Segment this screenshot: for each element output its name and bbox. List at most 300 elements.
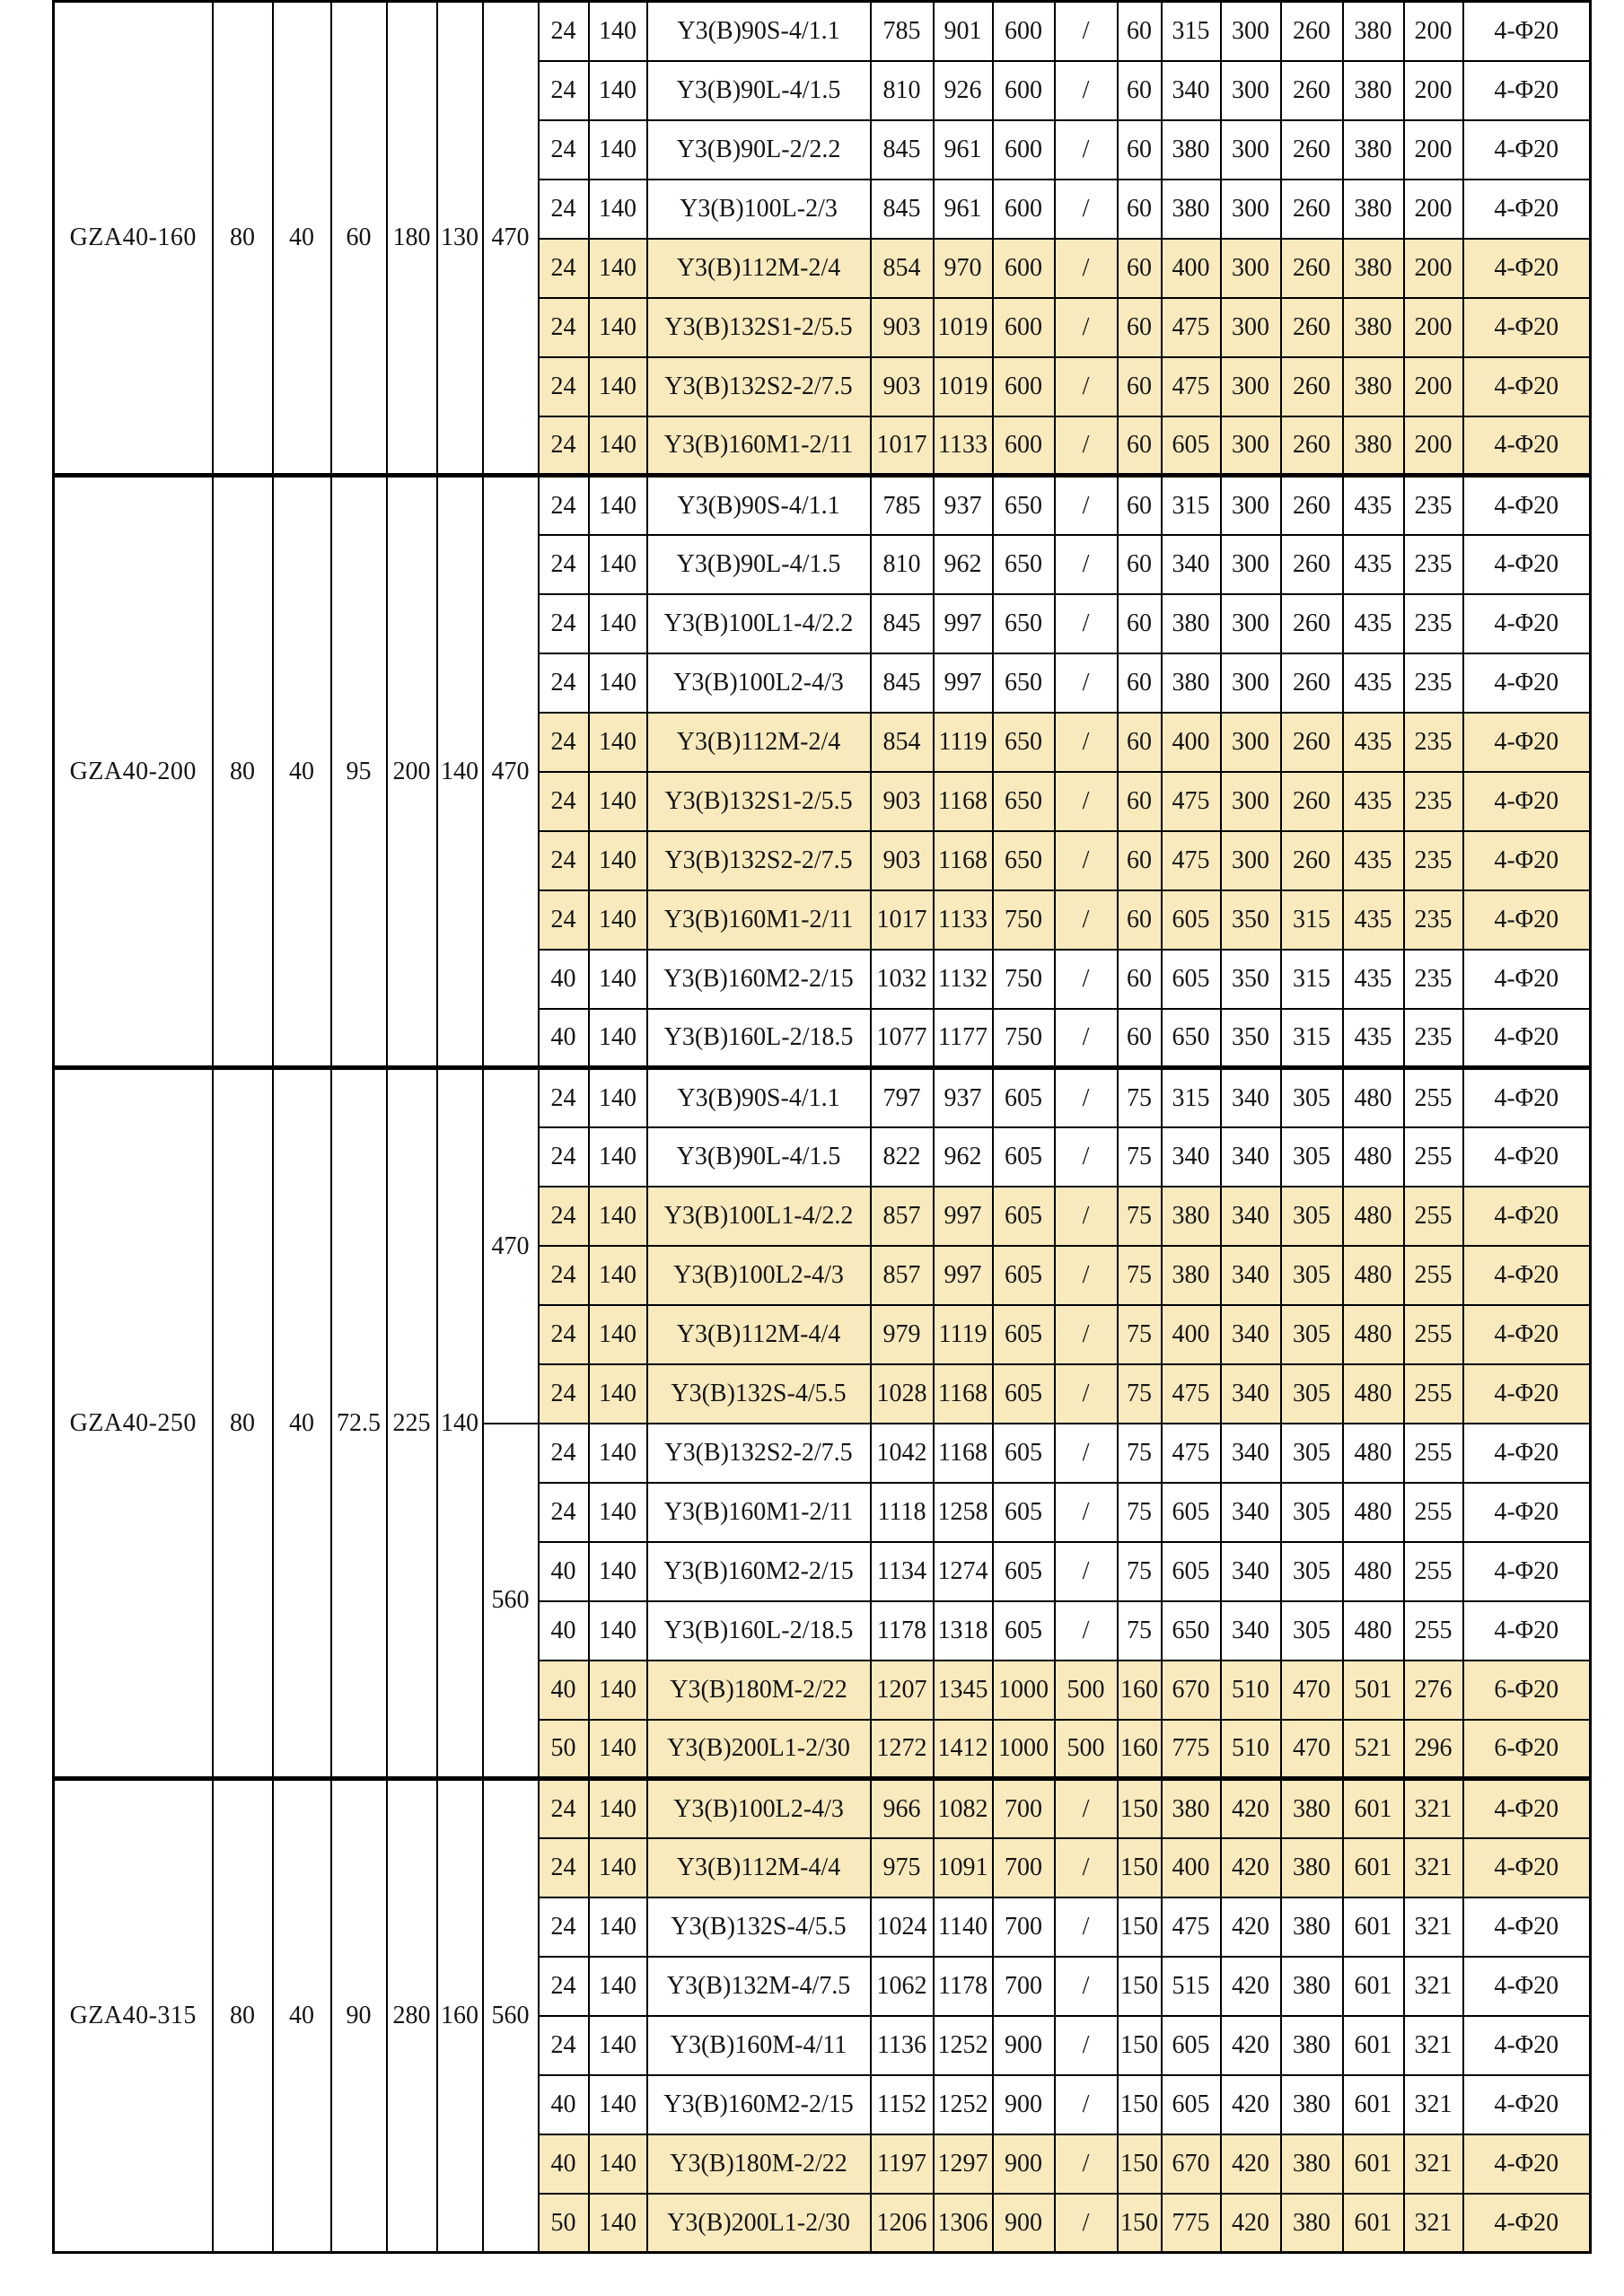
data-cell: 380 <box>1281 1897 1343 1957</box>
group-dimension-cell: 160 <box>437 1779 483 2253</box>
data-cell: 40 <box>539 1542 589 1601</box>
data-cell: 1024 <box>871 1897 934 1957</box>
data-cell: 480 <box>1343 1305 1404 1364</box>
data-cell: 235 <box>1404 831 1463 890</box>
model-cell: GZA40-200 <box>54 476 213 1068</box>
data-cell: 475 <box>1162 1364 1221 1424</box>
data-cell: / <box>1055 831 1118 890</box>
data-cell: 4-Φ20 <box>1463 535 1591 594</box>
data-cell: 140 <box>589 535 647 594</box>
data-cell: 340 <box>1221 1187 1281 1246</box>
data-cell: 903 <box>871 298 934 357</box>
data-cell: 601 <box>1343 1838 1404 1897</box>
data-cell: 60 <box>1118 120 1162 180</box>
data-cell: 305 <box>1281 1305 1343 1364</box>
data-cell: 975 <box>871 1838 934 1897</box>
data-cell: 4-Φ20 <box>1463 239 1591 298</box>
data-cell: 235 <box>1404 772 1463 831</box>
data-cell: 420 <box>1221 2134 1281 2194</box>
data-cell: 40 <box>539 1601 589 1661</box>
motor-model-cell: Y3(B)112M-2/4 <box>647 239 871 298</box>
data-cell: 1019 <box>934 357 993 416</box>
data-cell: 4-Φ20 <box>1463 61 1591 120</box>
data-cell: 75 <box>1118 1542 1162 1601</box>
data-cell: / <box>1055 653 1118 713</box>
data-cell: 1119 <box>934 1305 993 1364</box>
data-cell: 435 <box>1343 772 1404 831</box>
data-cell: 24 <box>539 416 589 476</box>
data-cell: 845 <box>871 653 934 713</box>
data-cell: 601 <box>1343 1897 1404 1957</box>
data-cell: 475 <box>1162 831 1221 890</box>
data-cell: 60 <box>1118 2 1162 61</box>
data-cell: / <box>1055 2134 1118 2194</box>
data-cell: 140 <box>589 120 647 180</box>
data-cell: 810 <box>871 61 934 120</box>
data-cell: 60 <box>1118 239 1162 298</box>
data-cell: 24 <box>539 1483 589 1542</box>
data-cell: 4-Φ20 <box>1463 2016 1591 2075</box>
data-cell: 300 <box>1221 357 1281 416</box>
motor-model-cell: Y3(B)160M2-2/15 <box>647 2075 871 2134</box>
data-cell: 4-Φ20 <box>1463 2194 1591 2253</box>
data-cell: 24 <box>539 594 589 653</box>
data-cell: 480 <box>1343 1187 1404 1246</box>
data-cell: 300 <box>1221 120 1281 180</box>
data-cell: 60 <box>1118 831 1162 890</box>
data-cell: 670 <box>1162 1661 1221 1720</box>
data-cell: / <box>1055 2 1118 61</box>
group-dimension-cell: 225 <box>387 1068 437 1779</box>
data-cell: 140 <box>589 1897 647 1957</box>
data-cell: 140 <box>589 61 647 120</box>
data-cell: 900 <box>993 2194 1055 2253</box>
data-cell: / <box>1055 1779 1118 1838</box>
motor-model-cell: Y3(B)112M-2/4 <box>647 713 871 772</box>
data-cell: 260 <box>1281 298 1343 357</box>
motor-model-cell: Y3(B)112M-4/4 <box>647 1838 871 1897</box>
data-cell: / <box>1055 950 1118 1009</box>
data-cell: 4-Φ20 <box>1463 2 1591 61</box>
data-cell: 24 <box>539 890 589 950</box>
motor-model-cell: Y3(B)160M-4/11 <box>647 2016 871 2075</box>
data-cell: 470 <box>1281 1661 1343 1720</box>
data-cell: 600 <box>993 416 1055 476</box>
data-cell: 140 <box>589 1542 647 1601</box>
data-cell: 235 <box>1404 713 1463 772</box>
data-cell: 300 <box>1221 831 1281 890</box>
data-cell: 321 <box>1404 2194 1463 2253</box>
data-cell: 255 <box>1404 1601 1463 1661</box>
data-cell: 845 <box>871 120 934 180</box>
data-cell: 997 <box>934 1246 993 1305</box>
data-cell: 600 <box>993 357 1055 416</box>
data-cell: 24 <box>539 2016 589 2075</box>
data-cell: 1252 <box>934 2016 993 2075</box>
data-cell: / <box>1055 1957 1118 2016</box>
data-cell: 305 <box>1281 1364 1343 1424</box>
data-cell: 300 <box>1221 61 1281 120</box>
group-dimension-cell: 40 <box>273 1068 331 1779</box>
data-cell: 340 <box>1221 1364 1281 1424</box>
data-cell: 150 <box>1118 2194 1162 2253</box>
group-dimension-cell: 140 <box>437 476 483 1068</box>
data-cell: 480 <box>1343 1068 1404 1127</box>
motor-model-cell: Y3(B)160M2-2/15 <box>647 1542 871 1601</box>
data-cell: 380 <box>1162 120 1221 180</box>
group-dimension-cell: 95 <box>331 476 387 1068</box>
data-cell: 60 <box>1118 890 1162 950</box>
data-cell: 75 <box>1118 1187 1162 1246</box>
data-cell: 605 <box>1162 1542 1221 1601</box>
data-cell: 75 <box>1118 1246 1162 1305</box>
data-cell: 321 <box>1404 2134 1463 2194</box>
group-dimension-cell: 40 <box>273 476 331 1068</box>
data-cell: / <box>1055 1483 1118 1542</box>
data-cell: 605 <box>1162 950 1221 1009</box>
data-cell: / <box>1055 713 1118 772</box>
data-cell: 900 <box>993 2075 1055 2134</box>
group-dimension-cell: 80 <box>213 476 273 1068</box>
data-cell: 380 <box>1281 2134 1343 2194</box>
data-cell: 480 <box>1343 1542 1404 1601</box>
data-cell: 650 <box>993 653 1055 713</box>
data-cell: 775 <box>1162 1720 1221 1779</box>
data-cell: 979 <box>871 1305 934 1364</box>
data-cell: 750 <box>993 890 1055 950</box>
data-cell: 300 <box>1221 180 1281 239</box>
data-cell: 601 <box>1343 1957 1404 2016</box>
group-height-cell: 470 <box>483 2 539 476</box>
data-cell: 75 <box>1118 1068 1162 1127</box>
data-cell: 340 <box>1221 1305 1281 1364</box>
data-cell: 24 <box>539 653 589 713</box>
group-dimension-cell: 80 <box>213 2 273 476</box>
group-dimension-cell: 140 <box>437 1068 483 1779</box>
data-cell: 300 <box>1221 713 1281 772</box>
data-cell: / <box>1055 357 1118 416</box>
data-cell: 340 <box>1221 1483 1281 1542</box>
data-cell: 200 <box>1404 357 1463 416</box>
data-cell: 750 <box>993 1009 1055 1068</box>
data-cell: 260 <box>1281 772 1343 831</box>
data-cell: 775 <box>1162 2194 1221 2253</box>
data-cell: 1258 <box>934 1483 993 1542</box>
data-cell: 140 <box>589 180 647 239</box>
data-cell: 140 <box>589 1364 647 1424</box>
table-row <box>54 476 1591 535</box>
group-dimension-cell: 90 <box>331 1779 387 2253</box>
data-cell: 1133 <box>934 416 993 476</box>
data-cell: 380 <box>1343 239 1404 298</box>
data-cell: 140 <box>589 1661 647 1720</box>
data-cell: 480 <box>1343 1127 1404 1187</box>
data-cell: 4-Φ20 <box>1463 298 1591 357</box>
data-cell: 140 <box>589 357 647 416</box>
motor-model-cell: Y3(B)200L1-2/30 <box>647 1720 871 1779</box>
data-cell: 24 <box>539 1838 589 1897</box>
motor-model-cell: Y3(B)90L-4/1.5 <box>647 535 871 594</box>
data-cell: 435 <box>1343 594 1404 653</box>
data-cell: 305 <box>1281 1542 1343 1601</box>
data-cell: 4-Φ20 <box>1463 357 1591 416</box>
motor-model-cell: Y3(B)90S-4/1.1 <box>647 2 871 61</box>
data-cell: 200 <box>1404 61 1463 120</box>
data-cell: 501 <box>1343 1661 1404 1720</box>
data-cell: 605 <box>1162 2016 1221 2075</box>
data-cell: 24 <box>539 535 589 594</box>
data-cell: 140 <box>589 1009 647 1068</box>
data-cell: 350 <box>1221 950 1281 1009</box>
data-cell: 6-Φ20 <box>1463 1661 1591 1720</box>
data-cell: 4-Φ20 <box>1463 120 1591 180</box>
data-cell: 470 <box>1281 1720 1343 1779</box>
data-cell: 4-Φ20 <box>1463 772 1591 831</box>
data-cell: 1082 <box>934 1779 993 1838</box>
data-cell: 260 <box>1281 180 1343 239</box>
data-cell: 255 <box>1404 1483 1463 1542</box>
data-cell: 435 <box>1343 535 1404 594</box>
data-cell: 420 <box>1221 2194 1281 2253</box>
data-cell: 380 <box>1343 298 1404 357</box>
data-cell: 260 <box>1281 653 1343 713</box>
data-cell: 160 <box>1118 1661 1162 1720</box>
data-cell: 1177 <box>934 1009 993 1068</box>
motor-model-cell: Y3(B)100L1-4/2.2 <box>647 1187 871 1246</box>
data-cell: 140 <box>589 239 647 298</box>
data-cell: 997 <box>934 1187 993 1246</box>
data-cell: 255 <box>1404 1542 1463 1601</box>
data-cell: 321 <box>1404 1838 1463 1897</box>
motor-model-cell: Y3(B)100L1-4/2.2 <box>647 594 871 653</box>
data-cell: 521 <box>1343 1720 1404 1779</box>
data-cell: 1028 <box>871 1364 934 1424</box>
data-cell: 605 <box>993 1424 1055 1483</box>
data-cell: 200 <box>1404 239 1463 298</box>
data-cell: 340 <box>1221 1246 1281 1305</box>
data-cell: 435 <box>1343 890 1404 950</box>
data-cell: 435 <box>1343 653 1404 713</box>
data-cell: 300 <box>1221 476 1281 535</box>
data-cell: 140 <box>589 1424 647 1483</box>
data-cell: / <box>1055 180 1118 239</box>
data-cell: 380 <box>1162 180 1221 239</box>
data-cell: 797 <box>871 1068 934 1127</box>
data-cell: 601 <box>1343 1779 1404 1838</box>
data-cell: 140 <box>589 1483 647 1542</box>
data-cell: 24 <box>539 772 589 831</box>
data-cell: 24 <box>539 713 589 772</box>
data-cell: / <box>1055 1897 1118 1957</box>
data-cell: 140 <box>589 298 647 357</box>
data-cell: 4-Φ20 <box>1463 1897 1591 1957</box>
data-cell: 400 <box>1162 713 1221 772</box>
data-cell: 140 <box>589 416 647 476</box>
data-cell: 140 <box>589 831 647 890</box>
data-cell: 1152 <box>871 2075 934 2134</box>
data-cell: 4-Φ20 <box>1463 180 1591 239</box>
data-cell: 260 <box>1281 476 1343 535</box>
data-cell: 4-Φ20 <box>1463 1127 1591 1187</box>
data-cell: 937 <box>934 1068 993 1127</box>
data-cell: 1252 <box>934 2075 993 2134</box>
data-cell: 1133 <box>934 890 993 950</box>
data-cell: 650 <box>993 831 1055 890</box>
data-cell: 380 <box>1281 2075 1343 2134</box>
data-cell: 4-Φ20 <box>1463 2134 1591 2194</box>
data-cell: 321 <box>1404 1957 1463 2016</box>
table-row <box>54 1779 1591 1838</box>
data-cell: 4-Φ20 <box>1463 1601 1591 1661</box>
data-cell: 340 <box>1162 1127 1221 1187</box>
data-cell: 380 <box>1343 120 1404 180</box>
data-cell: 475 <box>1162 1897 1221 1957</box>
data-cell: 300 <box>1221 2 1281 61</box>
data-cell: / <box>1055 298 1118 357</box>
data-cell: 1345 <box>934 1661 993 1720</box>
data-cell: 315 <box>1162 2 1221 61</box>
motor-model-cell: Y3(B)90L-2/2.2 <box>647 120 871 180</box>
data-cell: 150 <box>1118 2134 1162 2194</box>
data-cell: 901 <box>934 2 993 61</box>
data-cell: 150 <box>1118 2016 1162 2075</box>
data-cell: 150 <box>1118 1957 1162 2016</box>
data-cell: 650 <box>993 594 1055 653</box>
data-cell: 60 <box>1118 61 1162 120</box>
data-cell: 4-Φ20 <box>1463 1305 1591 1364</box>
data-cell: 305 <box>1281 1127 1343 1187</box>
data-cell: 380 <box>1162 1187 1221 1246</box>
data-cell: 1077 <box>871 1009 934 1068</box>
data-cell: 305 <box>1281 1483 1343 1542</box>
data-cell: 235 <box>1404 653 1463 713</box>
data-cell: 140 <box>589 653 647 713</box>
data-cell: 380 <box>1281 2194 1343 2253</box>
data-cell: 605 <box>993 1305 1055 1364</box>
data-cell: / <box>1055 535 1118 594</box>
data-cell: 24 <box>539 831 589 890</box>
data-cell: / <box>1055 1542 1118 1601</box>
data-cell: 24 <box>539 1364 589 1424</box>
data-cell: 340 <box>1162 61 1221 120</box>
data-cell: 4-Φ20 <box>1463 1838 1591 1897</box>
data-cell: 24 <box>539 1424 589 1483</box>
data-cell: 1000 <box>993 1661 1055 1720</box>
motor-model-cell: Y3(B)132S2-2/7.5 <box>647 1424 871 1483</box>
data-cell: / <box>1055 476 1118 535</box>
data-cell: 4-Φ20 <box>1463 1957 1591 2016</box>
motor-model-cell: Y3(B)132M-4/7.5 <box>647 1957 871 2016</box>
data-cell: 300 <box>1221 772 1281 831</box>
motor-model-cell: Y3(B)160L-2/18.5 <box>647 1601 871 1661</box>
data-cell: 200 <box>1404 2 1463 61</box>
data-cell: 260 <box>1281 713 1343 772</box>
data-cell: 510 <box>1221 1720 1281 1779</box>
data-cell: 60 <box>1118 357 1162 416</box>
data-cell: 260 <box>1281 357 1343 416</box>
data-cell: 900 <box>993 2134 1055 2194</box>
data-cell: 255 <box>1404 1068 1463 1127</box>
data-cell: 903 <box>871 357 934 416</box>
data-cell: 60 <box>1118 180 1162 239</box>
data-cell: 903 <box>871 772 934 831</box>
data-cell: 60 <box>1118 298 1162 357</box>
data-cell: 845 <box>871 180 934 239</box>
data-cell: 260 <box>1281 120 1343 180</box>
data-cell: 380 <box>1281 1779 1343 1838</box>
data-cell: / <box>1055 239 1118 298</box>
data-cell: 480 <box>1343 1364 1404 1424</box>
data-cell: 650 <box>1162 1601 1221 1661</box>
data-cell: 1019 <box>934 298 993 357</box>
data-cell: 435 <box>1343 950 1404 1009</box>
data-cell: 260 <box>1281 239 1343 298</box>
data-cell: 435 <box>1343 476 1404 535</box>
group-dimension-cell: 130 <box>437 2 483 476</box>
data-cell: 350 <box>1221 890 1281 950</box>
data-cell: / <box>1055 120 1118 180</box>
data-cell: 255 <box>1404 1424 1463 1483</box>
data-cell: 1062 <box>871 1957 934 2016</box>
data-cell: 315 <box>1281 890 1343 950</box>
data-cell: 60 <box>1118 476 1162 535</box>
data-cell: 255 <box>1404 1187 1463 1246</box>
data-cell: 480 <box>1343 1601 1404 1661</box>
group-height-cell: 470 <box>483 476 539 1068</box>
data-cell: 600 <box>993 61 1055 120</box>
data-cell: 4-Φ20 <box>1463 950 1591 1009</box>
data-cell: 300 <box>1221 653 1281 713</box>
data-cell: 1091 <box>934 1838 993 1897</box>
data-cell: / <box>1055 1838 1118 1897</box>
data-cell: 300 <box>1221 416 1281 476</box>
group-dimension-cell: 40 <box>273 2 331 476</box>
data-cell: / <box>1055 1246 1118 1305</box>
data-cell: 305 <box>1281 1246 1343 1305</box>
data-cell: 140 <box>589 890 647 950</box>
data-cell: 380 <box>1343 61 1404 120</box>
data-cell: 75 <box>1118 1601 1162 1661</box>
data-cell: 600 <box>993 120 1055 180</box>
data-cell: 605 <box>993 1364 1055 1424</box>
data-cell: 305 <box>1281 1068 1343 1127</box>
data-cell: 1168 <box>934 1424 993 1483</box>
data-cell: / <box>1055 1127 1118 1187</box>
data-cell: / <box>1055 1009 1118 1068</box>
data-cell: 700 <box>993 1897 1055 1957</box>
data-cell: 1207 <box>871 1661 934 1720</box>
data-cell: 4-Φ20 <box>1463 1424 1591 1483</box>
group-dimension-cell: 60 <box>331 2 387 476</box>
data-cell: 4-Φ20 <box>1463 1779 1591 1838</box>
data-cell: 260 <box>1281 416 1343 476</box>
data-cell: / <box>1055 1424 1118 1483</box>
data-cell: 255 <box>1404 1127 1463 1187</box>
data-cell: 4-Φ20 <box>1463 1068 1591 1127</box>
data-cell: 380 <box>1343 416 1404 476</box>
data-cell: 160 <box>1118 1720 1162 1779</box>
data-cell: 24 <box>539 1127 589 1187</box>
data-cell: 420 <box>1221 1838 1281 1897</box>
data-cell: 605 <box>993 1542 1055 1601</box>
data-cell: 50 <box>539 2194 589 2253</box>
data-cell: 785 <box>871 476 934 535</box>
data-cell: 380 <box>1281 1957 1343 2016</box>
data-cell: 475 <box>1162 298 1221 357</box>
data-cell: / <box>1055 1601 1118 1661</box>
data-cell: 810 <box>871 535 934 594</box>
data-cell: 750 <box>993 950 1055 1009</box>
